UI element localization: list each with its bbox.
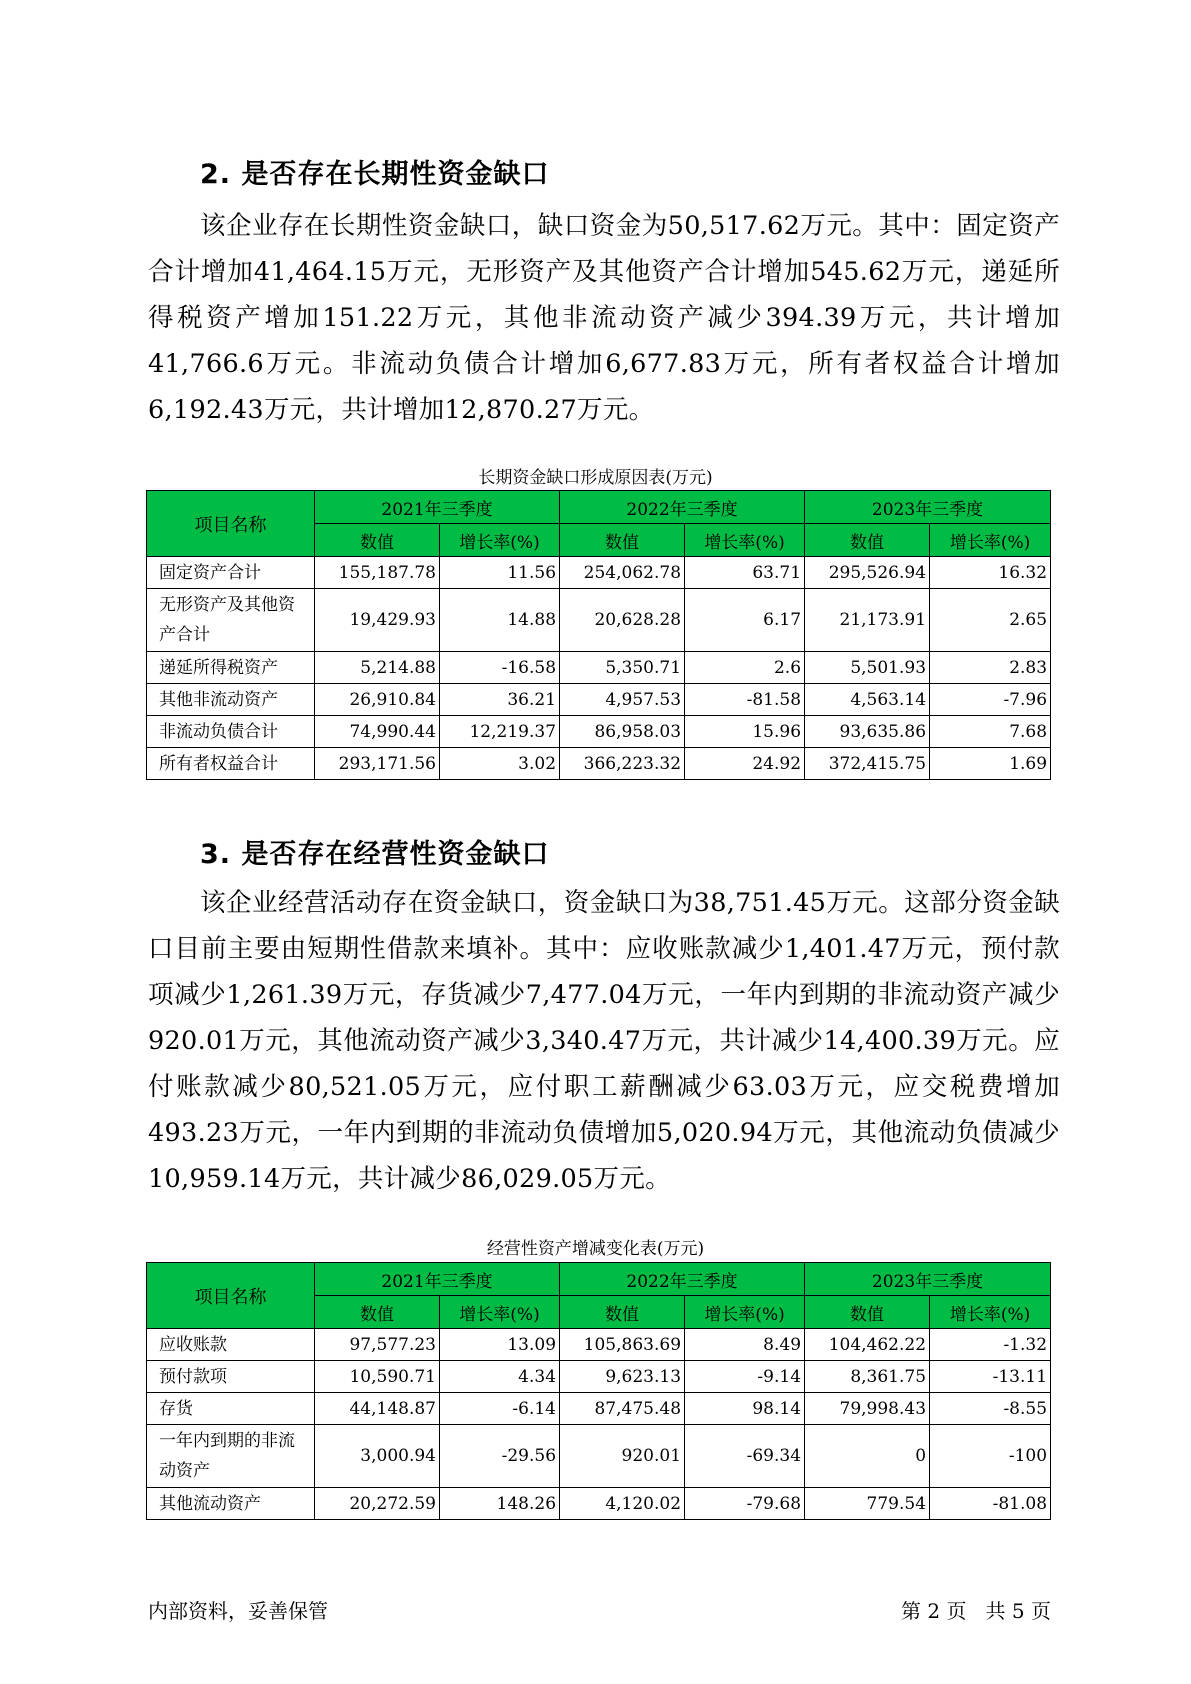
growth-rate-cell: 1.69 (930, 748, 1051, 780)
table-subheader: 数值 (315, 1296, 440, 1329)
row-label: 无形资产及其他资产合计 (147, 589, 315, 652)
growth-rate-cell: -8.55 (930, 1393, 1051, 1425)
growth-rate-cell: -79.68 (685, 1488, 805, 1520)
value-cell: 8,361.75 (805, 1361, 930, 1393)
table-row (147, 1393, 1051, 1425)
growth-rate-cell: -16.58 (440, 652, 560, 684)
value-cell: 104,462.22 (805, 1329, 930, 1361)
value-cell: 295,526.94 (805, 557, 930, 589)
growth-rate-cell: 98.14 (685, 1393, 805, 1425)
growth-rate-cell: 2.6 (685, 652, 805, 684)
table-subheader: 数值 (560, 1296, 685, 1329)
growth-rate-cell: 2.83 (930, 652, 1051, 684)
value-cell: 4,120.02 (560, 1488, 685, 1520)
value-cell: 5,214.88 (315, 652, 440, 684)
value-cell: 26,910.84 (315, 684, 440, 716)
growth-rate-cell: -81.08 (930, 1488, 1051, 1520)
table-header-period: 2022年三季度 (560, 1263, 805, 1296)
growth-rate-cell: 14.88 (440, 589, 560, 652)
table-header-period: 2023年三季度 (805, 491, 1051, 524)
value-cell: 44,148.87 (315, 1393, 440, 1425)
value-cell: 293,171.56 (315, 748, 440, 780)
table-row (147, 684, 1051, 716)
value-cell: 9,623.13 (560, 1361, 685, 1393)
row-label: 其他非流动资产 (147, 684, 315, 716)
table-header-period: 2022年三季度 (560, 491, 805, 524)
table-2-caption: 经营性资产增减变化表(万元) (486, 1239, 705, 1259)
value-cell: 19,429.93 (315, 589, 440, 652)
growth-rate-cell: 11.56 (440, 557, 560, 589)
value-cell: 86,958.03 (560, 716, 685, 748)
value-cell: 105,863.69 (560, 1329, 685, 1361)
value-cell: 254,062.78 (560, 557, 685, 589)
table-row (147, 1425, 1051, 1488)
value-cell: 20,272.59 (315, 1488, 440, 1520)
section-3-paragraph: 该企业经营活动存在资金缺口，资金缺口为38,751.45万元。这部分资金缺口目前主要由短期性借款来填补。其中：应收账款减少1,401.47万元，预付款项减少1,261.39万元，存货减少7,477.04万元，一年内到期的非流动资产减少920.01万元，其他流动资产减少3,340.47万元，共计减少14,400.39万元。应付账款减少80,521.05万元，应付职工薪酬减少63.03万元，应交税费增加493.23万元，一年内到期的非流动负债增加5,020.94万元，其他流动负债减少10,959.14万元，共计减少86,029.05万元。 (148, 888, 1060, 1194)
table-subheader: 数值 (560, 524, 685, 557)
section-3-title: 3. 是否存在经营性资金缺口 (200, 839, 550, 870)
value-cell: 20,628.28 (560, 589, 685, 652)
growth-rate-cell: 24.92 (685, 748, 805, 780)
row-label: 递延所得税资产 (147, 652, 315, 684)
row-label: 预付款项 (147, 1361, 315, 1393)
value-cell: 87,475.48 (560, 1393, 685, 1425)
table-row (147, 557, 1051, 589)
table-header-period: 2023年三季度 (805, 1263, 1051, 1296)
section-2-paragraph: 该企业存在长期性资金缺口，缺口资金为50,517.62万元。其中：固定资产合计增加41,464.15万元，无形资产及其他资产合计增加545.62万元，递延所得税资产增加151.22万元，其他非流动资产减少394.39万元，共计增加41,766.6万元。非流动负债合计增加6,677.83万元，所有者权益合计增加6,192.43万元，共计增加12,870.27万元。 (148, 211, 1060, 425)
row-label: 存货 (147, 1393, 315, 1425)
table-header-period: 2021年三季度 (315, 491, 560, 524)
growth-rate-cell: 36.21 (440, 684, 560, 716)
growth-rate-cell: -100 (930, 1425, 1051, 1488)
growth-rate-cell: 16.32 (930, 557, 1051, 589)
table-row (147, 748, 1051, 780)
value-cell: 74,990.44 (315, 716, 440, 748)
growth-rate-cell: 8.49 (685, 1329, 805, 1361)
table-header-name: 项目名称 (147, 491, 315, 557)
growth-rate-cell: 15.96 (685, 716, 805, 748)
row-label: 一年内到期的非流动资产 (147, 1425, 315, 1488)
table-subheader: 数值 (315, 524, 440, 557)
value-cell: 4,563.14 (805, 684, 930, 716)
long-term-gap-table (146, 490, 1051, 780)
page-number: 第 2 页 共 5 页 (901, 1599, 1051, 1623)
section-2-title: 2. 是否存在长期性资金缺口 (200, 159, 550, 190)
table-subheader: 增长率(%) (685, 524, 805, 557)
value-cell: 0 (805, 1425, 930, 1488)
value-cell: 93,635.86 (805, 716, 930, 748)
growth-rate-cell: 12,219.37 (440, 716, 560, 748)
growth-rate-cell: -6.14 (440, 1393, 560, 1425)
row-label: 非流动负债合计 (147, 716, 315, 748)
row-label: 其他流动资产 (147, 1488, 315, 1520)
growth-rate-cell: 148.26 (440, 1488, 560, 1520)
table-subheader: 增长率(%) (440, 1296, 560, 1329)
growth-rate-cell: -13.11 (930, 1361, 1051, 1393)
table-header-name: 项目名称 (147, 1263, 315, 1329)
table-subheader: 增长率(%) (930, 524, 1051, 557)
growth-rate-cell: 13.09 (440, 1329, 560, 1361)
table-1-caption: 长期资金缺口形成原因表(万元) (478, 468, 713, 488)
value-cell: 97,577.23 (315, 1329, 440, 1361)
table-row (147, 589, 1051, 652)
growth-rate-cell: 63.71 (685, 557, 805, 589)
table-subheader: 数值 (805, 524, 930, 557)
growth-rate-cell: 6.17 (685, 589, 805, 652)
growth-rate-cell: 4.34 (440, 1361, 560, 1393)
growth-rate-cell: -9.14 (685, 1361, 805, 1393)
table-row (147, 652, 1051, 684)
value-cell: 4,957.53 (560, 684, 685, 716)
table-row (147, 1329, 1051, 1361)
table-row (147, 1488, 1051, 1520)
value-cell: 79,998.43 (805, 1393, 930, 1425)
table-subheader: 数值 (805, 1296, 930, 1329)
table-row (147, 716, 1051, 748)
growth-rate-cell: -29.56 (440, 1425, 560, 1488)
value-cell: 155,187.78 (315, 557, 440, 589)
value-cell: 920.01 (560, 1425, 685, 1488)
footer-note: 内部资料，妥善保管 (148, 1599, 328, 1623)
value-cell: 5,501.93 (805, 652, 930, 684)
value-cell: 372,415.75 (805, 748, 930, 780)
table-body (147, 557, 1051, 780)
table-body (147, 1329, 1051, 1520)
table-row (147, 1361, 1051, 1393)
growth-rate-cell: 3.02 (440, 748, 560, 780)
value-cell: 10,590.71 (315, 1361, 440, 1393)
value-cell: 779.54 (805, 1488, 930, 1520)
operating-assets-table (146, 1262, 1051, 1520)
growth-rate-cell: 7.68 (930, 716, 1051, 748)
value-cell: 3,000.94 (315, 1425, 440, 1488)
row-label: 所有者权益合计 (147, 748, 315, 780)
table-header-period: 2021年三季度 (315, 1263, 560, 1296)
value-cell: 21,173.91 (805, 589, 930, 652)
growth-rate-cell: 2.65 (930, 589, 1051, 652)
growth-rate-cell: -1.32 (930, 1329, 1051, 1361)
value-cell: 366,223.32 (560, 748, 685, 780)
growth-rate-cell: -7.96 (930, 684, 1051, 716)
row-label: 固定资产合计 (147, 557, 315, 589)
value-cell: 5,350.71 (560, 652, 685, 684)
growth-rate-cell: -81.58 (685, 684, 805, 716)
row-label: 应收账款 (147, 1329, 315, 1361)
table-subheader: 增长率(%) (440, 524, 560, 557)
table-subheader: 增长率(%) (685, 1296, 805, 1329)
table-subheader: 增长率(%) (930, 1296, 1051, 1329)
growth-rate-cell: -69.34 (685, 1425, 805, 1488)
